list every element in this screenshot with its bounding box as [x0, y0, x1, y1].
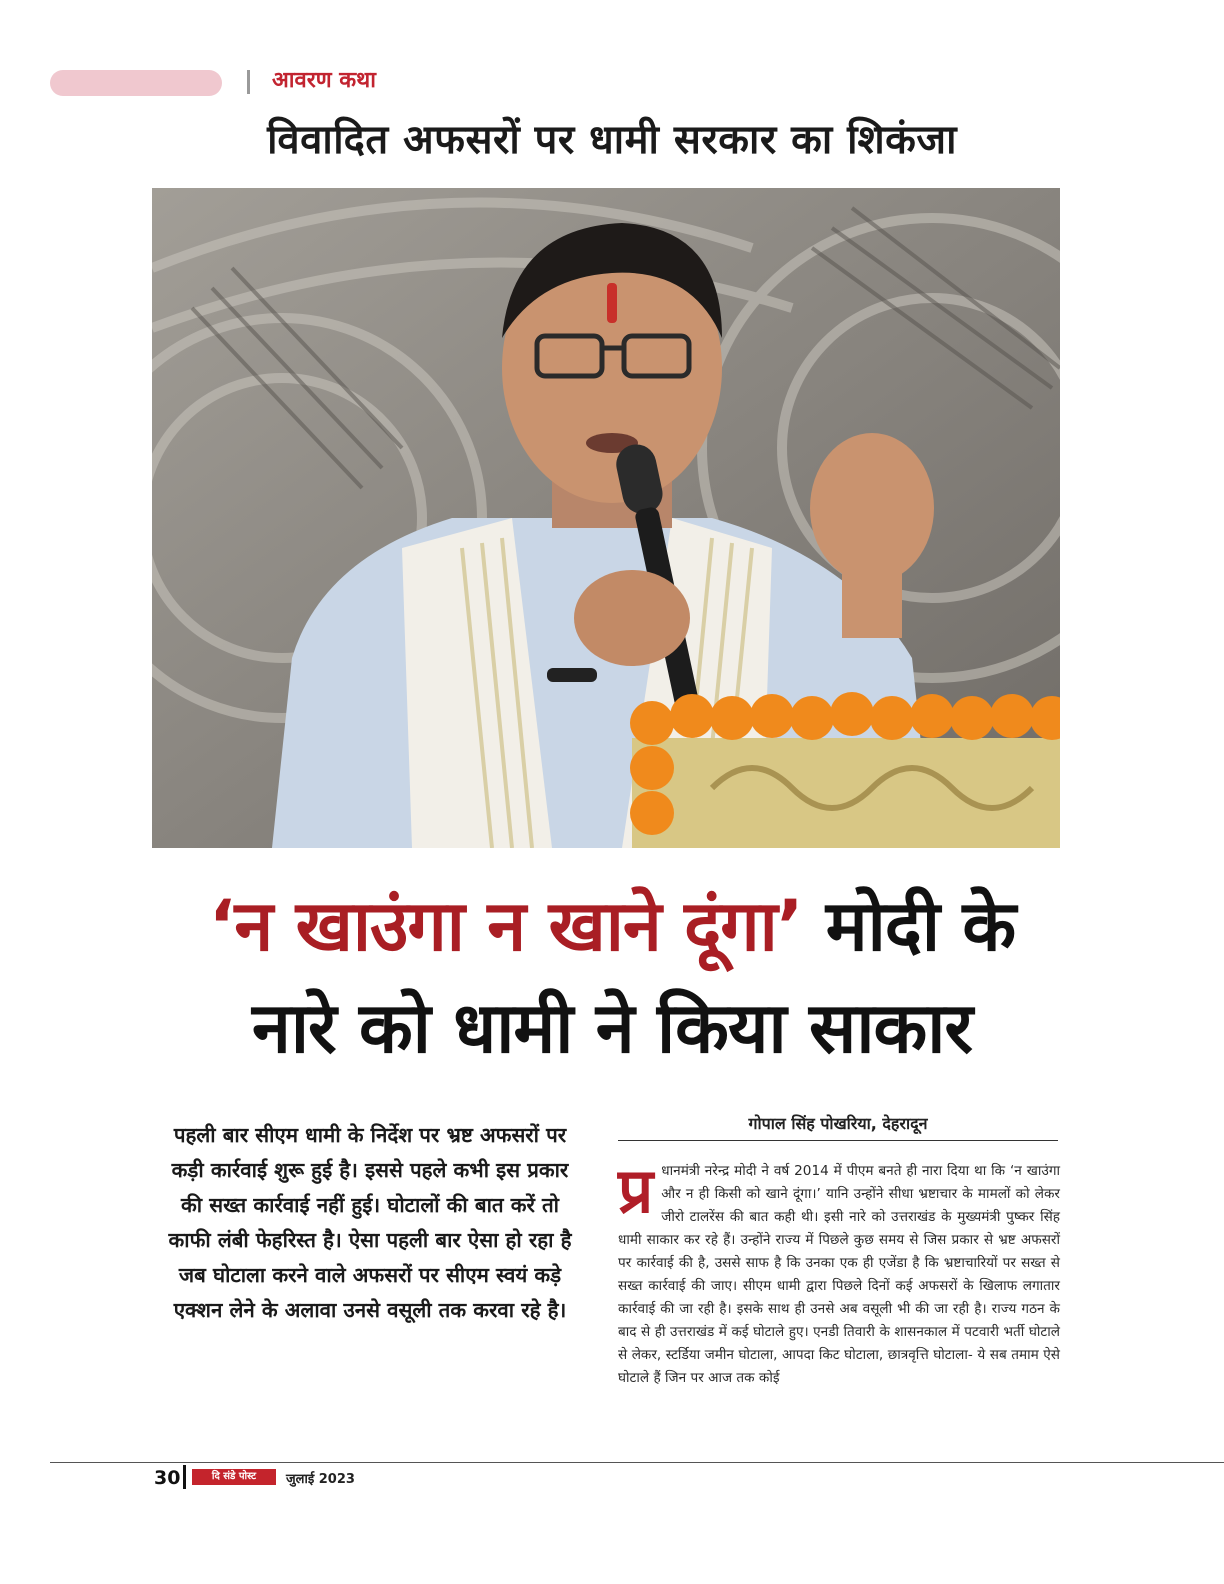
masthead-logo: दि संडे पोस्ट	[192, 1469, 276, 1485]
headline-quote-open: ‘	[208, 885, 235, 967]
headline-quote: न खाउंगा न खाने दूंगा	[234, 885, 777, 967]
lead-photo	[152, 188, 1060, 848]
issue-date: जुलाई 2023	[286, 1472, 355, 1487]
headline-line2: नारे को धामी ने किया साकार	[252, 987, 972, 1069]
section-pill	[50, 70, 222, 96]
page-number: 30	[154, 1467, 181, 1489]
footer-rule	[50, 1462, 1224, 1463]
headline-quote-close: ’	[776, 885, 803, 967]
byline: गोपाल सिंह पोखरिया, देहरादून	[618, 1112, 1058, 1141]
kicker-headline: विवादित अफसरों पर धामी सरकार का शिकंजा	[267, 117, 957, 163]
section-label: आवरण कथा	[272, 68, 376, 93]
footer-divider	[183, 1465, 186, 1489]
headline-line1-rest: मोदी के	[802, 885, 1016, 967]
section-divider	[247, 70, 250, 94]
article-body	[618, 1154, 1060, 1390]
dropcap: प्र	[618, 1154, 654, 1227]
main-headline	[0, 875, 1224, 1079]
article-text: धानमंत्री नरेन्द्र मोदी ने वर्ष 2014 में पीएम बनते ही नारा दिया था कि ‘न खाउंगा और न ही किसी को खाने दूंगा।’ यानि उन्होंने सीधा भ्रष्टाचार के मामलों को लेकर जीरो टालरेंस की बात कही थी। इसी नारे को उत्तराखंड के मुख्यमंत्री पुष्कर सिंह धामी साकार कर रहे हैं। उन्होंने राज्य में पिछले कुछ समय से जिस प्रकार से भ्रष्ट अफसरों पर कार्रवाई की है, उससे साफ है कि उनका एक ही एजेंडा है कि भ्रष्टाचारियों पर सख्त से सख्त कार्रवाई की जाए। सीएम धामी द्वारा पिछले दिनों कई अफसरों के खिलाफ लगातार कार्रवाई की जा रही है। इसके साथ ही उनसे अब वसूली भी की जा रही है। राज्य गठन के बाद से ही उत्तराखंड में कई घोटाले हुए। एनडी तिवारी के शासनकाल में पटवारी भर्ती घोटाले से लेकर, स्टर्डिया जमीन घोटाला, आपदा किट घोटाला, छात्रवृत्ति घोटाला- ये सब तमाम ऐसे घोटाले हैं जिन पर आज तक कोई	[618, 1163, 1060, 1386]
intro-summary: पहली बार सीएम धामी के निर्देश पर भ्रष्ट अफसरों पर कड़ी कार्रवाई शुरू हुई है। इससे पहले कभी इस प्रकार की सख्त कार्रवाई नहीं हुई। घोटालों की बात करें तो काफी लंबी फेहरिस्त है। ऐसा पहली बार ऐसा हो रहा है जब घोटाला करने वाले अफसरों पर सीएम स्वयं कड़े एक्शन लेने के अलावा उनसे वसूली तक करवा रहे है।	[168, 1123, 572, 1322]
